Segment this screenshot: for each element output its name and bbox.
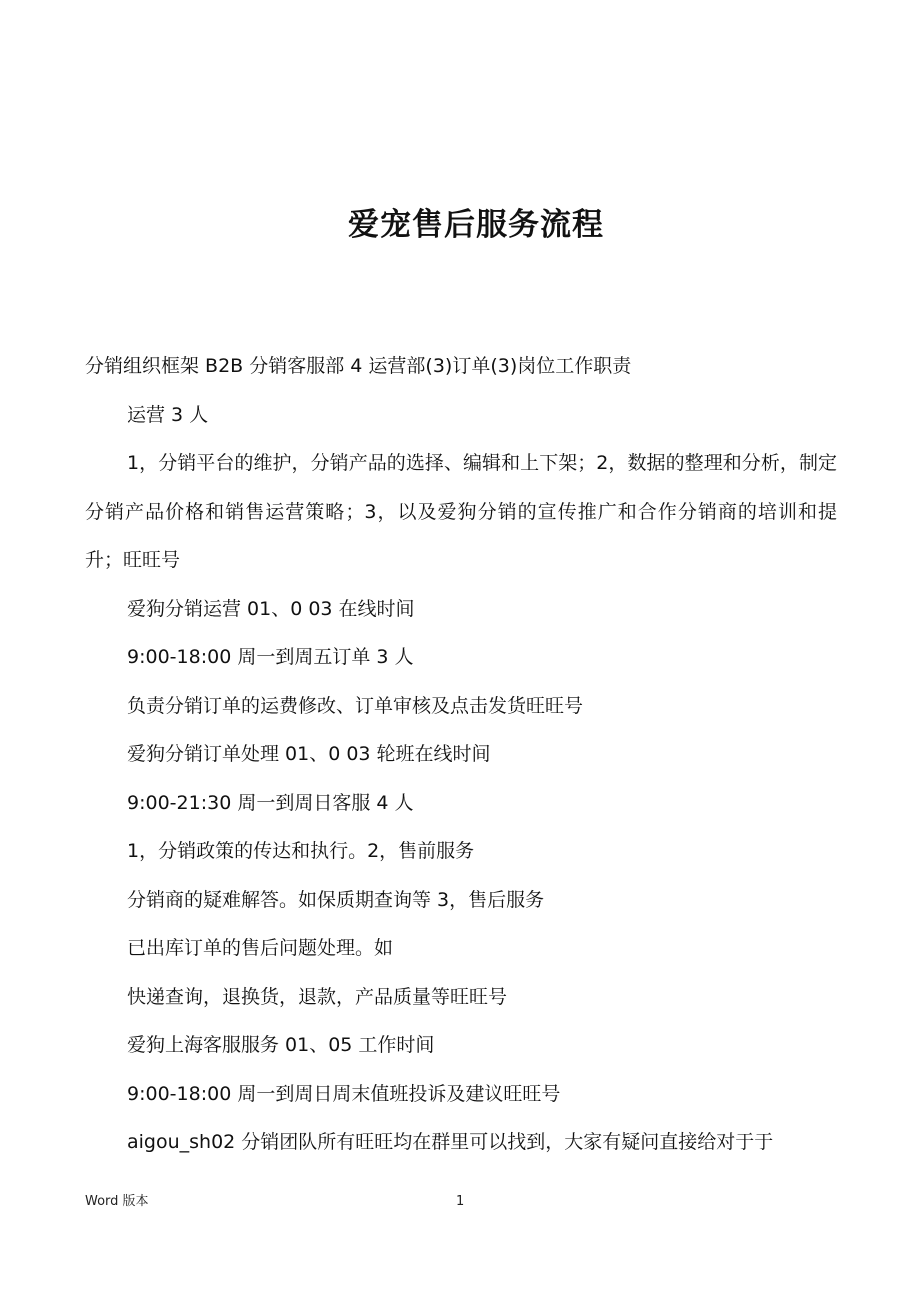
paragraph-operations-staff: 运营 3 人 — [127, 403, 209, 426]
paragraph-order-duties: 负责分销订单的运费修改、订单审核及点击发货旺旺号 — [127, 694, 584, 717]
paragraph-service-presale: 分销商的疑难解答。如保质期查询等 3，售后服务 — [127, 888, 545, 911]
paragraph-operations-duties: 1，分销平台的维护，分销产品的选择、编辑和上下架；2，数据的整理和分析，制定分销产品价格和销售运营策略；3，以及爱狗分销的宣传推广和合作分销商的培训和提升；旺旺号 — [85, 452, 837, 571]
paragraph-operations-account: 爱狗分销运营 01、0 03 在线时间 — [127, 597, 415, 620]
paragraph-service-examples: 快递查询，退换货，退款，产品质量等旺旺号 — [127, 985, 508, 1008]
paragraph-org-structure: 分销组织框架 B2B 分销客服部 4 运营部(3)订单(3)岗位工作职责 — [85, 355, 632, 377]
paragraph-team-contact: aigou_sh02 分销团队所有旺旺均在群里可以找到，大家有疑问直接给对于于 — [127, 1131, 774, 1153]
paragraph-service-account: 爱狗上海客服服务 01、05 工作时间 — [127, 1034, 435, 1056]
paragraph-service-hours: 9:00-18:00 周一到周日周末值班投诉及建议旺旺号 — [127, 1082, 561, 1105]
paragraph-operations-hours: 9:00-18:00 周一到周五订单 3 人 — [127, 646, 414, 668]
footer-version-label: Word 版本 — [85, 1194, 149, 1209]
paragraph-order-hours: 9:00-21:30 周一到周日客服 4 人 — [127, 791, 414, 814]
paragraph-service-aftersale: 已出库订单的售后问题处理。如 — [127, 937, 394, 959]
document-title: 爱宠售后服务流程 — [348, 207, 604, 243]
footer-page-number: 1 — [456, 1194, 465, 1209]
paragraph-order-account: 爱狗分销订单处理 01、0 03 轮班在线时间 — [127, 743, 491, 765]
document-body — [85, 342, 837, 1167]
paragraph-service-policy: 1，分销政策的传达和执行。2，售前服务 — [127, 840, 475, 862]
